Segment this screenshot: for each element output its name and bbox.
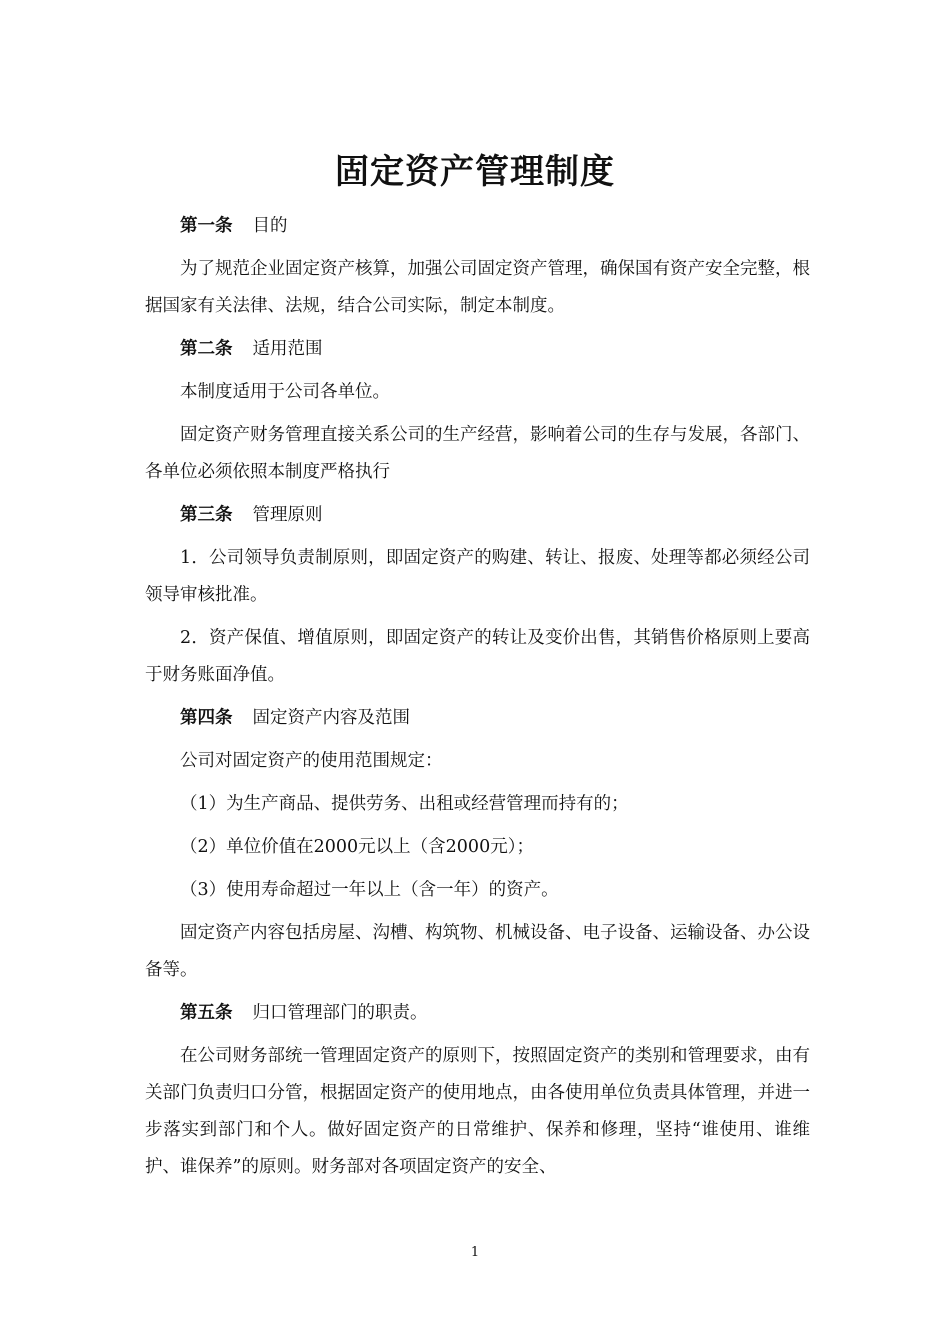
list-item: （2）单位价值在2000元以上（含2000元）； [180,837,534,857]
article-label: 第二条 [180,339,233,359]
article-heading-3 [145,497,810,534]
article-label: 第三条 [180,505,233,525]
paragraph: 为了规范企业固定资产核算，加强公司固定资产管理，确保国有资产安全完整，根据国家有关法律、法规，结合公司实际，制定本制度。 [145,259,810,316]
paragraph: 本制度适用于公司各单位。 [180,382,390,402]
article-title: 管理原则 [252,505,323,525]
article-heading-5 [145,995,810,1032]
article-label: 第四条 [180,708,233,728]
article-title: 目的 [252,216,288,236]
article-heading-2 [145,331,810,368]
paragraph: 在公司财务部统一管理固定资产的原则下，按照固定资产的类别和管理要求，由有关部门负责归口分管，根据固定资产的使用地点，由各使用单位负责具体管理，并进一步落实到部门和个人。做好固定资产的日常维护、保养和修理，坚持“谁使用、谁维护、谁保养”的原则。财务部对各项固定资产的安全、 [145,1046,810,1177]
article-title: 固定资产内容及范围 [252,708,410,728]
paragraph: 公司对固定资产的使用范围规定： [180,751,443,771]
article-heading-4 [145,700,810,737]
list-item: （1）为生产商品、提供劳务、出租或经营管理而持有的； [180,794,629,814]
document-body [145,208,810,1192]
article-label: 第一条 [180,216,233,236]
list-item: （3）使用寿命超过一年以上（含一年）的资产。 [180,880,559,900]
paragraph: 1．公司领导负责制原则，即固定资产的购建、转让、报废、处理等都必须经公司领导审核批准。 [145,548,810,605]
paragraph: 2．资产保值、增值原则，即固定资产的转让及变价出售，其销售价格原则上要高于财务账面净值。 [145,628,810,685]
article-title: 适用范围 [252,339,323,359]
article-title: 归口管理部门的职责。 [252,1003,428,1023]
paragraph: 固定资产内容包括房屋、沟槽、构筑物、机械设备、电子设备、运输设备、办公设备等。 [145,923,810,980]
article-label: 第五条 [180,1003,233,1023]
paragraph: 固定资产财务管理直接关系公司的生产经营，影响着公司的生存与发展，各部门、各单位必须依照本制度严格执行 [145,425,810,482]
page-number: 1 [470,1245,480,1260]
article-heading-1 [145,208,810,245]
page-title: 固定资产管理制度 [335,152,615,192]
